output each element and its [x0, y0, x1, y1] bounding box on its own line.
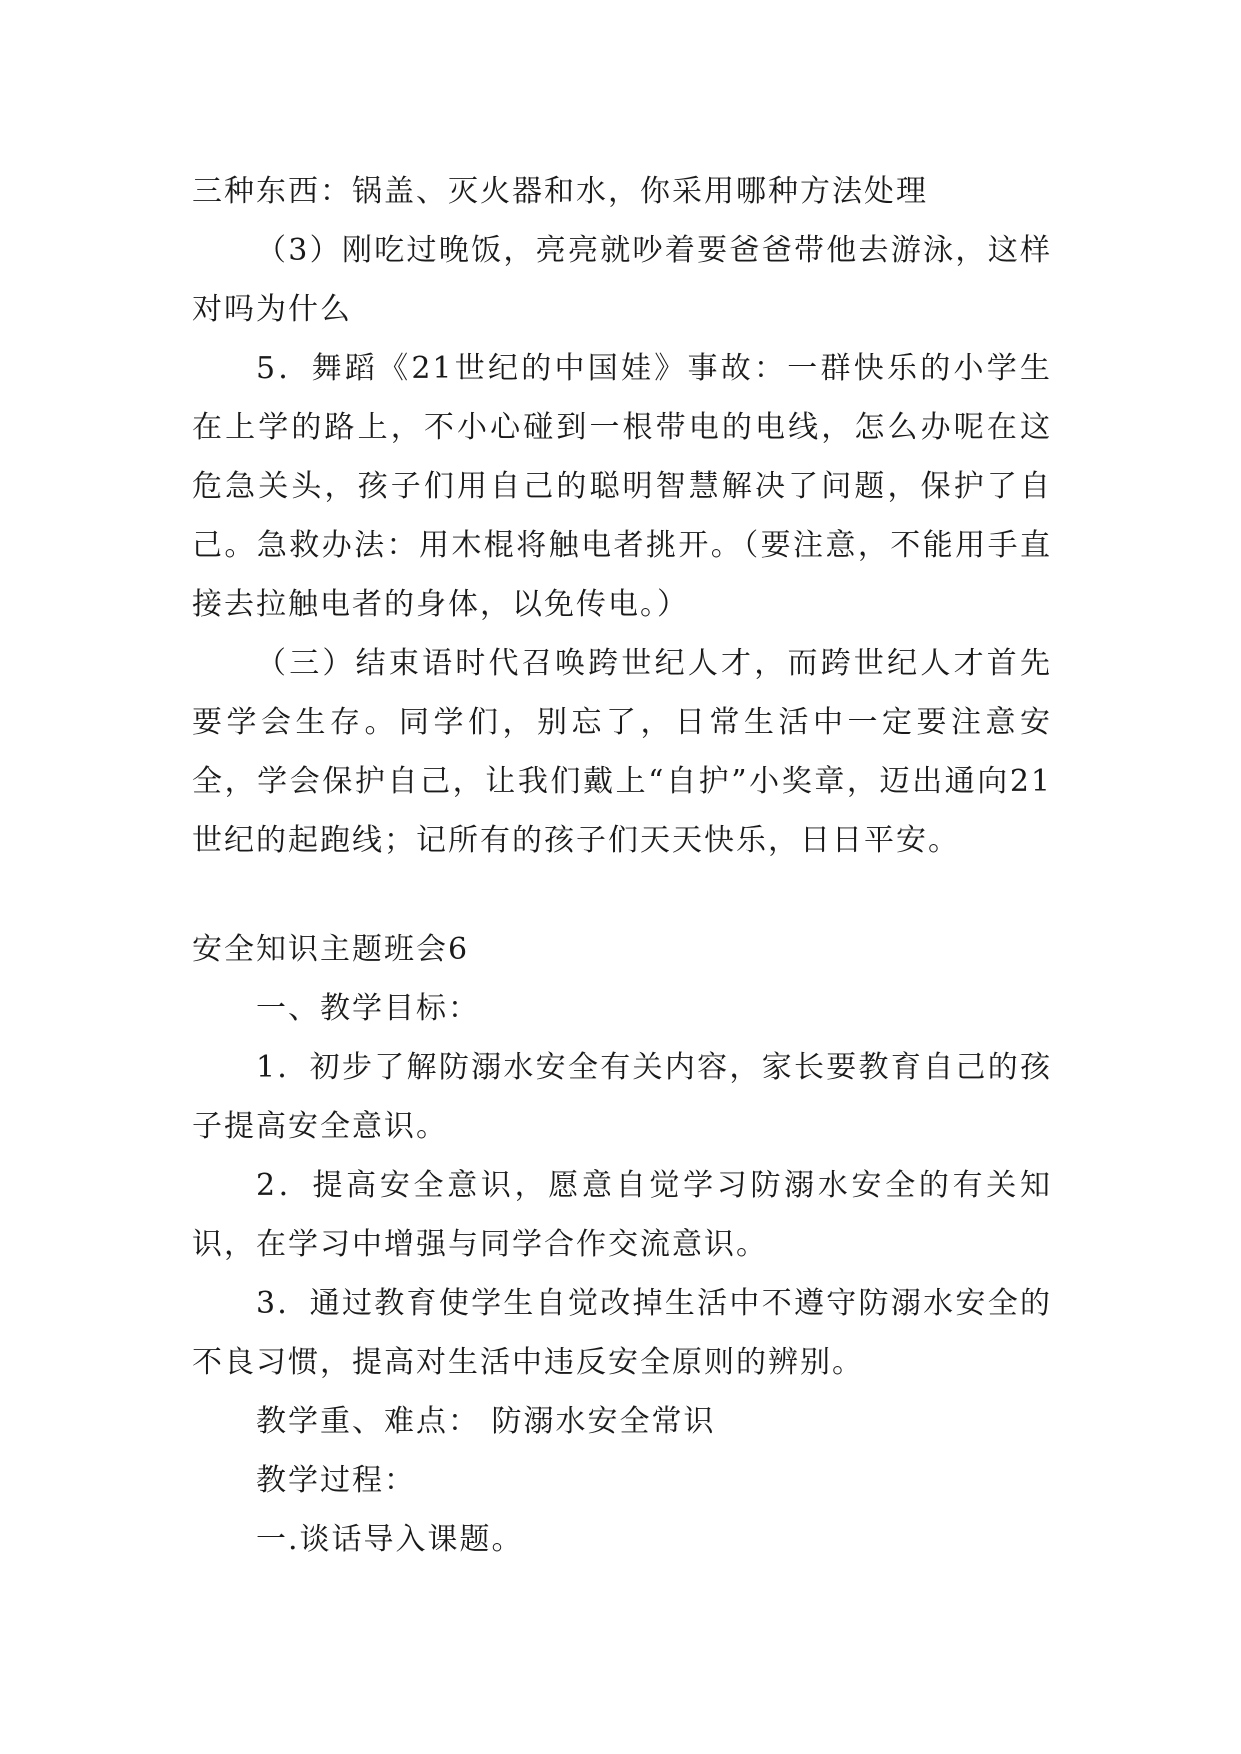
document-page	[192, 162, 1052, 1569]
paragraph-intro-topic: 一.谈话导入课题。	[256, 1522, 524, 1557]
paragraph-key-points: 教学重、难点： 防溺水安全常识	[256, 1404, 716, 1439]
paragraph-dance-accident: 5．舞蹈《21世纪的中国娃》事故：一群快乐的小学生在上学的路上，不小心碰到一根带电的电线，怎么办呢在这危急关头，孩子们用自己的聪明智慧解决了问题，保护了自己。急救办法：用木棍将触电者挑开。（要注意，不能用手直接去拉触电者的身体，以免传电。）	[192, 351, 1052, 622]
paragraph-teaching-goals-heading: 一、教学目标：	[256, 991, 480, 1026]
paragraph-goal-1: 1．初步了解防溺水安全有关内容，家长要教育自己的孩子提高安全意识。	[192, 1050, 1052, 1144]
section-title: 安全知识主题班会6	[192, 932, 470, 967]
paragraph-goal-3: 3．通过教育使学生自觉改掉生活中不遵守防溺水安全的不良习惯，提高对生活中违反安全原则的辨别。	[192, 1286, 1052, 1380]
paragraph-conclusion: （三）结束语时代召唤跨世纪人才，而跨世纪人才首先要学会生存。同学们，别忘了，日常生活中一定要注意安全，学会保护自己，让我们戴上“自护”小奖章，迈出通向21世纪的起跑线；记所有的孩子们天天快乐，日日平安。	[192, 646, 1052, 858]
paragraph-swimming-question: （3）刚吃过晚饭，亮亮就吵着要爸爸带他去游泳，这样对吗为什么	[192, 233, 1052, 327]
paragraph-teaching-process: 教学过程：	[256, 1463, 416, 1498]
paragraph-methods-question: 三种东西：锅盖、灭火器和水，你采用哪种方法处理	[192, 174, 928, 209]
paragraph-goal-2: 2．提高安全意识，愿意自觉学习防溺水安全的有关知识，在学习中增强与同学合作交流意识。	[192, 1168, 1052, 1262]
